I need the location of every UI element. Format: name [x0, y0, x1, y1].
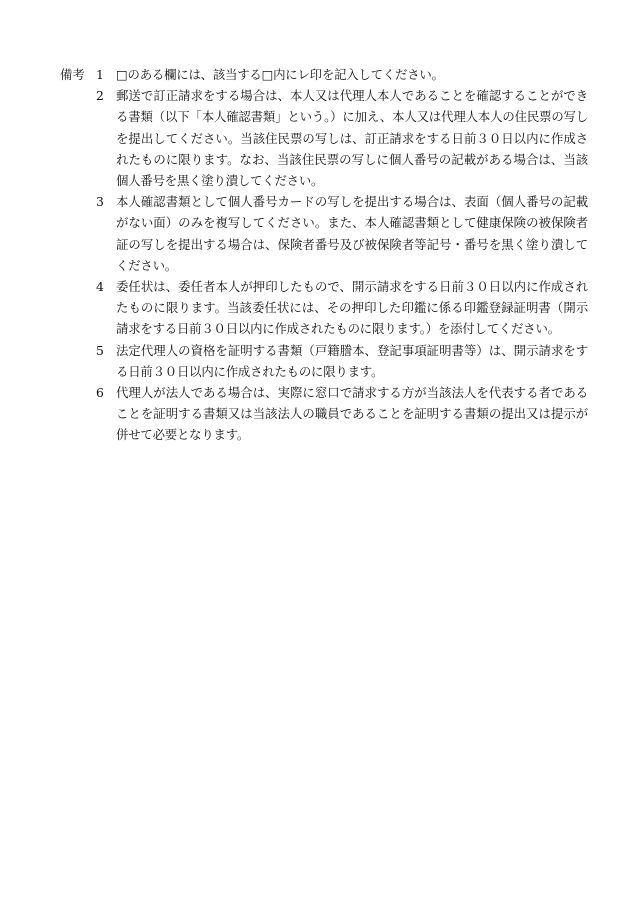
remark-text: 法定代理人の資格を証明する書類（戸籍謄本、登記事項証明書等）は、開示請求をする日前３０日以内に作成されたものに限ります。 [116, 342, 588, 379]
remark-number: 4 [96, 279, 104, 295]
remark-number: 2 [96, 88, 104, 104]
remark-text: 委任状は、委任者本人が押印したもので、開示請求をする日前３０日以内に作成されたものに限ります。当該委任状には、その押印した印鑑に係る印鑑登録証明書（開示請求をする日前３０日以内に作成されたものに限ります。）を添付してください。 [116, 279, 588, 337]
remark-text: 郵送で訂正請求をする場合は、本人又は代理人本人であることを確認することができる書類（以下「本人確認書類」という。）に加え、本人又は代理人本人の住民票の写しを提出してください。当該住民票の写しは、訂正請求をする日前３０日以内に作成されたものに限ります。なお、当該住民票の写しに個人番号の記載がある場合は、当該個人番号を黒く塗り潰してください。 [116, 88, 588, 189]
remark-number: 5 [96, 342, 104, 358]
remark-item-5 [96, 340, 588, 382]
remark-item-6 [96, 382, 588, 446]
remark-item-3 [96, 191, 588, 276]
remarks-list [96, 64, 588, 446]
remarks-label: 備考 [60, 67, 85, 82]
remark-text: 本人確認書類として個人番号カードの写しを提出する場合は、表面（個人番号の記載がない面）のみを複写してください。また、本人確認書類として健康保険の被保険者証の写しを提出する場合は、保険者番号及び被保険者等記号・番号を黒く塗り潰してください。 [116, 194, 588, 273]
remark-text: 代理人が法人である場合は、実際に窓口で請求する方が当該法人を代表する者であることを証明する書類又は当該法人の職員であることを証明する書類の提出又は提示が併せて必要となります。 [116, 385, 588, 443]
remark-item-4 [96, 276, 588, 340]
remark-item-1 [96, 64, 588, 85]
remark-number: 3 [96, 194, 104, 210]
remark-number: 1 [96, 67, 104, 82]
remark-item-2 [96, 85, 588, 191]
remark-number: 6 [96, 385, 104, 401]
remark-text: □のある欄には、該当する□内にレ印を記入してください。 [116, 67, 444, 82]
